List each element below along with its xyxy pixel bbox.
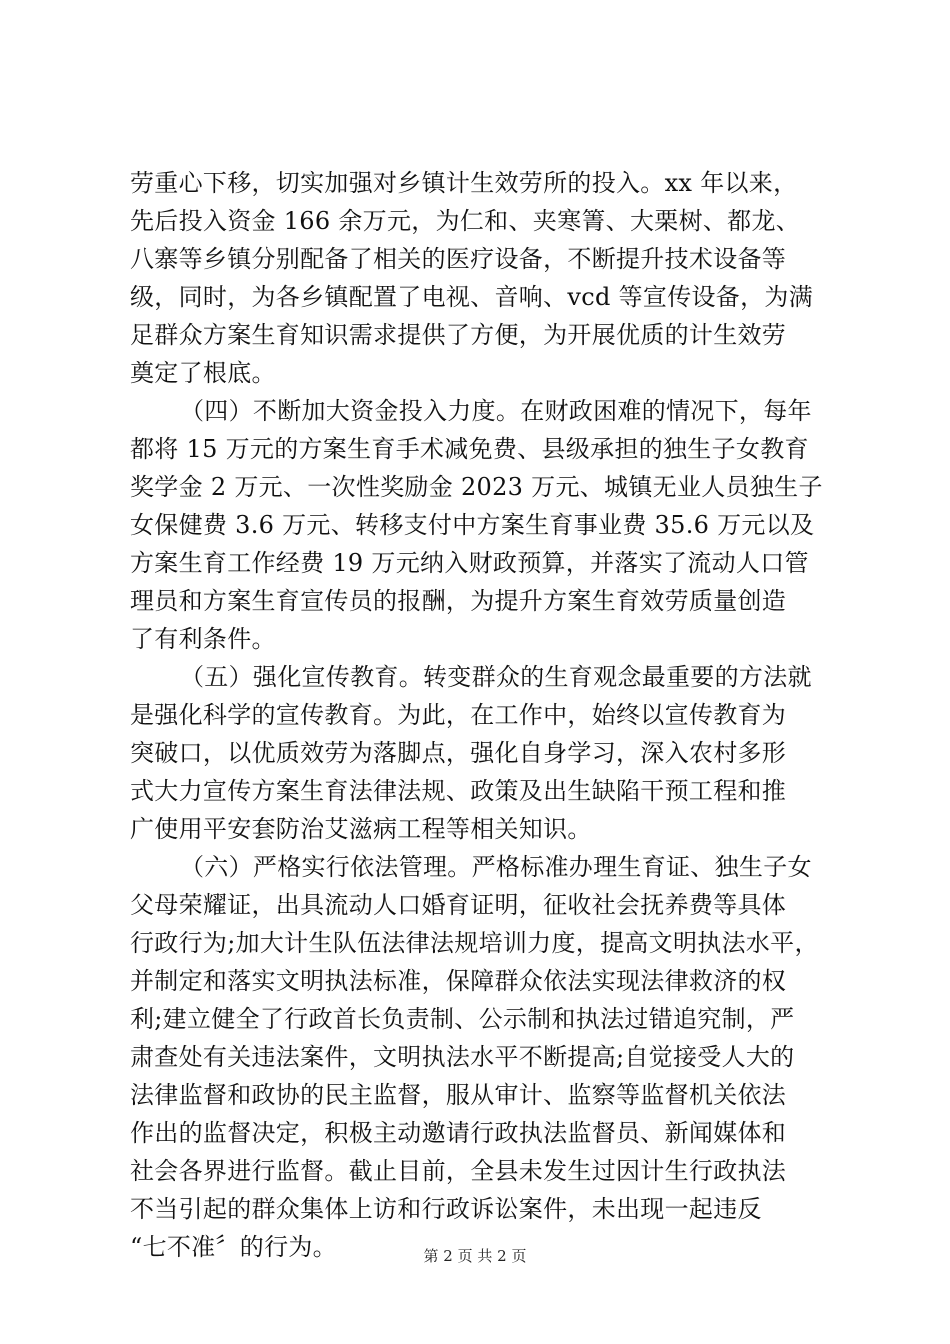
text-line: 理员和方案生育宣传员的报酬，为提升方案生育效劳质量创造 <box>130 587 787 615</box>
text-line: 父母荣耀证，出具流动人口婚育证明，征收社会抚养费等具体 <box>130 891 787 919</box>
text-line: 奖学金 2 万元、一次性奖励金 2023 万元、城镇无业人员独生子 <box>130 473 823 501</box>
text-line: 了有利条件。 <box>130 625 276 653</box>
text-line: 并制定和落实文明执法标准，保障群众依法实现法律救济的权 <box>130 967 787 995</box>
text-line: 不当引起的群众集体上访和行政诉讼案件，未出现一起违反 <box>130 1195 762 1223</box>
text-line: 奠定了根底。 <box>130 359 276 387</box>
text-line: 八寨等乡镇分别配备了相关的医疗设备，不断提升技术设备等 <box>130 245 787 273</box>
text-line: 方案生育工作经费 19 万元纳入财政预算，并落实了流动人口管 <box>130 549 809 577</box>
text-line: 社会各界进行监督。截止目前，全县未发生过因计生行政执法 <box>130 1157 787 1185</box>
paragraph-heading-line: （五）强化宣传教育。转变群众的生育观念最重要的方法就 <box>180 663 812 691</box>
text-line: 突破口，以优质效劳为落脚点，强化自身学习，深入农村多形 <box>130 739 787 767</box>
text-line: 都将 15 万元的方案生育手术减免费、县级承担的独生子女教育 <box>130 435 809 463</box>
paragraph-heading-line: （四）不断加大资金投入力度。在财政困难的情况下，每年 <box>180 397 812 425</box>
text-line: 肃查处有关违法案件，文明执法水平不断提高;自觉接受人大的 <box>130 1043 795 1071</box>
paragraph-heading-line: （六）严格实行依法管理。严格标准办理生育证、独生子女 <box>180 853 812 881</box>
text-line: 作出的监督决定，积极主动邀请行政执法监督员、新闻媒体和 <box>130 1119 787 1147</box>
text-line: 式大力宣传方案生育法律法规、政策及出生缺陷干预工程和推 <box>130 777 787 805</box>
text-line: 先后投入资金 166 余万元，为仁和、夹寒箐、大栗树、都龙、 <box>130 207 801 235</box>
text-line: 利;建立健全了行政首长负责制、公示制和执法过错追究制，严 <box>130 1005 795 1033</box>
document-body <box>130 164 824 1266</box>
text-line: 是强化科学的宣传教育。为此，在工作中，始终以宣传教育为 <box>130 701 787 729</box>
text-line: 女保健费 3.6 万元、转移支付中方案生育事业费 35.6 万元以及 <box>130 511 815 539</box>
text-line: 广使用平安套防治艾滋病工程等相关知识。 <box>130 815 592 843</box>
text-line: 劳重心下移，切实加强对乡镇计生效劳所的投入。xx 年以来， <box>130 169 798 197</box>
text-line: 级，同时，为各乡镇配置了电视、音响、vcd 等宣传设备，为满 <box>130 283 813 311</box>
text-line: “七不准〞的行为。 <box>130 1233 337 1261</box>
text-line: 行政行为;加大计生队伍法律法规培训力度，提高文明执法水平， <box>130 929 819 957</box>
text-line: 足群众方案生育知识需求提供了方便，为开展优质的计生效劳 <box>130 321 787 349</box>
text-line: 法律监督和政协的民主监督，服从审计、监察等监督机关依法 <box>130 1081 787 1109</box>
page-number-footer: 第 2 页 共 2 页 <box>423 1247 527 1265</box>
